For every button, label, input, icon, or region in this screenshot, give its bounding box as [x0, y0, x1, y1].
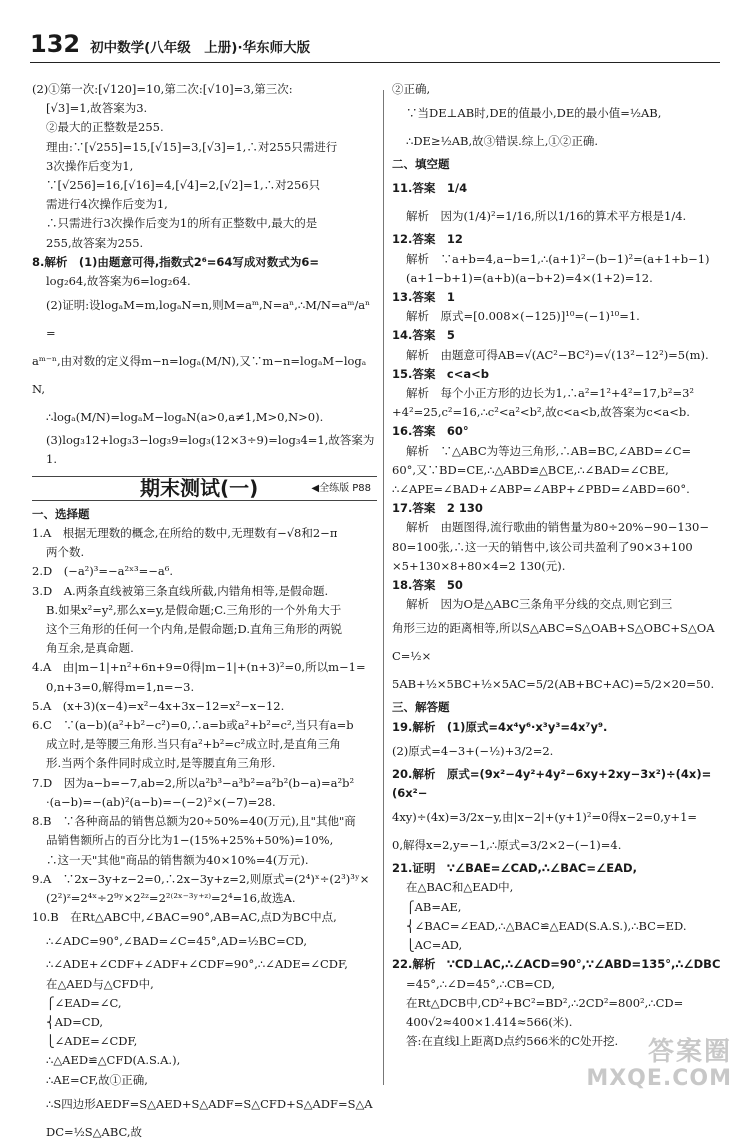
- text-line: 这个三角形的任何一个内角,是假命题;D.直角三角形的两锐: [46, 622, 342, 637]
- text-line: ∴S四边形AEDF=S△AED+S△ADF=S△CFD+S△ADF=S△ADC=½S△ABC,故: [46, 1096, 373, 1139]
- text-line: ∴∠ADC=90°,∠BAD=∠C=45°,AD=½BC=CD,: [46, 934, 307, 949]
- answer-item-19: 19.解析 (1)原式=4x⁴y⁶·x³y³=4x⁷y⁹.: [392, 719, 608, 734]
- text-line: 400√2≈400×1.414≈566(米).: [406, 1014, 573, 1029]
- text-line: 解析 ∵△ABC为等边三角形,∴AB=BC,∠ABD=∠C=: [406, 443, 692, 458]
- text-line: (2²)ᶻ=2⁴ˣ÷2⁹ʸ×2²ᶻ=2²⁽²ˣ⁻³ʸ⁺ᶻ⁾=2⁴=16,故选A.: [46, 890, 296, 905]
- text-line: 成立时,是等腰三角形.当只有a²+b²=c²成立时,是直角三角: [46, 737, 341, 752]
- text-line: 角形三边的距离相等,所以S△ABC=S△OAB+S△OBC+S△OAC=½×: [392, 621, 715, 664]
- text-line: (2)原式=4−3+(−½)+3/2=2.: [392, 743, 554, 758]
- text-line: ⎧AB=AE,: [406, 899, 462, 914]
- text-line: 60°,又∵BD=CE,∴△ABD≌△BCE,∴∠BAD=∠CBE,: [392, 462, 669, 477]
- text-line: 解析 每个小正方形的边长为1,∴a²=1²+4²=17,b²=3²: [406, 386, 695, 401]
- header-rule: [30, 62, 720, 63]
- text-line: 解析 由题图得,流行歌曲的销售量为80÷20%−90−130−: [406, 520, 709, 535]
- text-line: ⎩AC=AD,: [406, 938, 463, 953]
- text-line: 2.D (−a²)³=−a²ˣ³=−a⁶.: [32, 564, 173, 579]
- text-line: 9.A ∵2x−3y+z−2=0,∴2x−3y+z=2,则原式=(2⁴)ˣ÷(2³)³ʸ×: [32, 871, 370, 886]
- text-line: 0,n+3=0,解得m=1,n=−3.: [46, 679, 195, 694]
- answer-item-18: 18.答案 50: [392, 578, 463, 593]
- text-line: ∵当DE⊥AB时,DE的值最小,DE的最小值=½AB,: [406, 106, 662, 121]
- text-line: 答:在直线l上距离D点约566米的C处开挖.: [406, 1034, 619, 1049]
- text-line: ⎨∠BAC=∠EAD,∴△BAC≌△EAD(S.A.S.),∴BC=ED.: [406, 918, 687, 933]
- text-line: ②正确,: [392, 82, 431, 96]
- left-column: [32, 80, 377, 1146]
- section-title: 期末测试(一): [140, 475, 259, 500]
- answer-item-20: 20.解析 原式=(9x²−4y²+4y²−6xy+2xy−3x²)÷(4x)=(6x²−: [392, 766, 712, 801]
- text-line: +4²=25,c²=16,∴c²<a²<b²,故c<a<b,故答案为c<a<b.: [392, 405, 690, 420]
- subsection-title: 三、解答题: [392, 700, 450, 715]
- text-line: 4.A 由|m−1|+n²+6n+9=0得|m−1|+(n+3)²=0,所以m−1=: [32, 660, 366, 675]
- answer-item-16: 16.答案 60°: [392, 424, 469, 439]
- text-line: 解析 因为O是△ABC三条角平分线的交点,则它到三: [406, 597, 673, 612]
- text-line: ∴∠APE=∠BAD+∠ABP=∠ABP+∠PBD=∠ABD=60°.: [392, 482, 690, 497]
- text-line: =45°,∴∠D=45°,∴CB=CD,: [406, 976, 555, 991]
- text-line: 3.D A.两条直线被第三条直线所截,内错角相等,是假命题.: [32, 583, 329, 598]
- answer-item-8: 8.解析 (1)由题意可得,指数式2⁶=64写成对数式为6=: [32, 254, 320, 269]
- answer-item-22: 22.解析 ∵CD⊥AC,∴∠ACD=90°,∵∠ABD=135°,∴∠DBC: [392, 957, 721, 972]
- answer-item-17: 17.答案 2 130: [392, 501, 483, 516]
- text-line: 角互余,是真命题.: [46, 641, 134, 656]
- text-line: 在Rt△DCB中,CD²+BC²=BD²,∴2CD²=800²,∴CD=: [406, 995, 684, 1010]
- text-line: ∵[√256]=16,[√16]=4,[√4]=2,[√2]=1,∴对256只: [46, 178, 321, 193]
- watermark-url: MXQE.COM: [586, 1065, 732, 1091]
- text-line: 1.A 根据无理数的概念,在所给的数中,无理数有−√8和2−π: [32, 526, 338, 541]
- text-line: 需进行4次操作后变为1,: [46, 197, 168, 212]
- text-line: ∴只需进行3次操作后变为1的所有正整数中,最大的是: [46, 216, 318, 231]
- text-line: 解析 由题意可得AB=√(AC²−BC²)=√(13²−12²)=5(m).: [406, 347, 709, 362]
- text-line: ∴AE=CF,故①正确,: [46, 1072, 148, 1087]
- text-line: (3)log₃12+log₃3−log₃9=log₃(12×3÷9)=log₃4=1,故答案为1.: [46, 433, 375, 467]
- subsection-title: 二、填空题: [392, 157, 450, 172]
- text-line: ∴∠ADE+∠CDF+∠ADF+∠CDF=90°,∴∠ADE=∠CDF,: [46, 957, 348, 972]
- text-line: ②最大的正整数是255.: [46, 120, 164, 135]
- column-divider: [383, 90, 384, 1085]
- section-heading: [32, 476, 377, 501]
- text-line: 255,故答案为255.: [46, 235, 144, 250]
- text-line: ·(a−b)=−(ab)²(a−b)=−(−2)²×(−7)=28.: [46, 794, 276, 809]
- answer-item-12: 12.答案 12: [392, 232, 463, 247]
- text-line: 8.B ∵各种商品的销售总额为20÷50%=40(万元),且"其他"商: [32, 814, 356, 829]
- text-line: 解析 因为(1/4)²=1/16,所以1/16的算术平方根是1/4.: [406, 209, 687, 224]
- text-line: [√3]=1,故答案为3.: [46, 101, 148, 116]
- text-line: ⎧∠EAD=∠C,: [46, 995, 122, 1010]
- text-line: ⎨AD=CD,: [46, 1014, 104, 1029]
- text-line: 0,解得x=2,y=−1,∴原式=3/2×2−(−1)=4.: [392, 838, 622, 853]
- text-line: 理由:∵[√255]=15,[√15]=3,[√3]=1,∴对255只需进行: [46, 139, 338, 154]
- text-line: 80=100张,∴这一天的销售中,该公司共盈利了90×3+100: [392, 539, 693, 554]
- text-line: 6.C ∵(a−b)(a²+b²−c²)=0,∴a=b或a²+b²=c²,当只有a=b: [32, 718, 354, 733]
- text-line: 10.B 在Rt△ABC中,∠BAC=90°,AB=AC,点D为BC中点,: [32, 910, 337, 925]
- text-line: ∴△AED≌△CFD(A.S.A.),: [46, 1053, 181, 1068]
- text-line: 5.A (x+3)(x−4)=x²−4x+3x−12=x²−x−12.: [32, 698, 285, 713]
- text-line: 在△AED与△CFD中,: [46, 976, 154, 991]
- answer-item-13: 13.答案 1: [392, 290, 455, 305]
- text-line: ∴DE≥½AB,故③错误.综上,①②正确.: [406, 134, 599, 149]
- text-line: ×5+130×8+80×4=2 130(元).: [392, 558, 566, 573]
- watermark-logo: [586, 1038, 732, 1091]
- text-line: 7.D 因为a−b=−7,ab=2,所以a²b³−a³b²=a²b²(b−a)=a²b²: [32, 775, 355, 790]
- cross-reference: ◀全练版 P88: [311, 482, 371, 494]
- text-line: log₂64,故答案为6=log₂64.: [46, 274, 191, 289]
- text-line: 解析 原式=[0.008×(−125)]¹⁰=(−1)¹⁰=1.: [406, 309, 640, 324]
- text-line: ∴这一天"其他"商品的销售额为40×10%=4(万元).: [46, 852, 309, 867]
- text-line: 5AB+½×5BC+½×5AC=5/2(AB+BC+AC)=5/2×20=50.: [392, 677, 715, 692]
- text-line: aᵐ⁻ⁿ,由对数的定义得m−n=logₐ(M/N),又∵m−n=logₐM−logₐN,: [32, 354, 367, 397]
- text-line: (2)证明:设logₐM=m,logₐN=n,则M=aᵐ,N=aⁿ,∴M/N=aᵐ/aⁿ=: [46, 298, 371, 341]
- text-line: 3次操作后变为1,: [46, 158, 134, 173]
- watermark-text: 答案圈: [647, 1037, 732, 1068]
- text-line: ∴logₐ(M/N)=logₐM−logₐN(a>0,a≠1,M>0,N>0).: [46, 410, 324, 425]
- page-number: 132: [30, 30, 81, 58]
- text-line: 品销售额所占的百分比为1−(15%+25%+50%)=10%,: [46, 833, 334, 848]
- text-line: 形.当两个条件同时成立时,是等腰直角三角形.: [46, 756, 276, 771]
- answer-item-11: 11.答案 1/4: [392, 181, 468, 196]
- answer-item-14: 14.答案 5: [392, 328, 455, 343]
- text-line: (2)①第一次:[√120]=10,第二次:[√10]=3,第三次:: [32, 82, 293, 96]
- text-line: ⎩∠ADE=∠CDF,: [46, 1034, 138, 1049]
- text-line: (a+1−b+1)=(a+b)(a−b+2)=4×(1+2)=12.: [406, 270, 653, 285]
- answer-item-15: 15.答案 c<a<b: [392, 366, 489, 381]
- text-line: B.如果x²=y²,那么x=y,是假命题;C.三角形的一个外角大于: [46, 602, 342, 617]
- right-column: [392, 80, 722, 1051]
- page-header: [30, 30, 310, 62]
- text-line: 两个数.: [46, 545, 85, 560]
- text-line: 4xy)÷(4x)=3/2x−y,由|x−2|+(y+1)²=0得x−2=0,y+1=: [392, 810, 698, 825]
- text-line: 在△BAC和△EAD中,: [406, 880, 514, 895]
- subsection-title: 一、选择题: [32, 506, 90, 521]
- text-line: 解析 ∵a+b=4,a−b=1,∴(a+1)²−(b−1)²=(a+1+b−1): [406, 251, 710, 266]
- book-title: 初中数学(八年级 上册)·华东师大版: [90, 40, 311, 56]
- answer-item-21: 21.证明 ∵∠BAE=∠CAD,∴∠BAC=∠EAD,: [392, 861, 637, 876]
